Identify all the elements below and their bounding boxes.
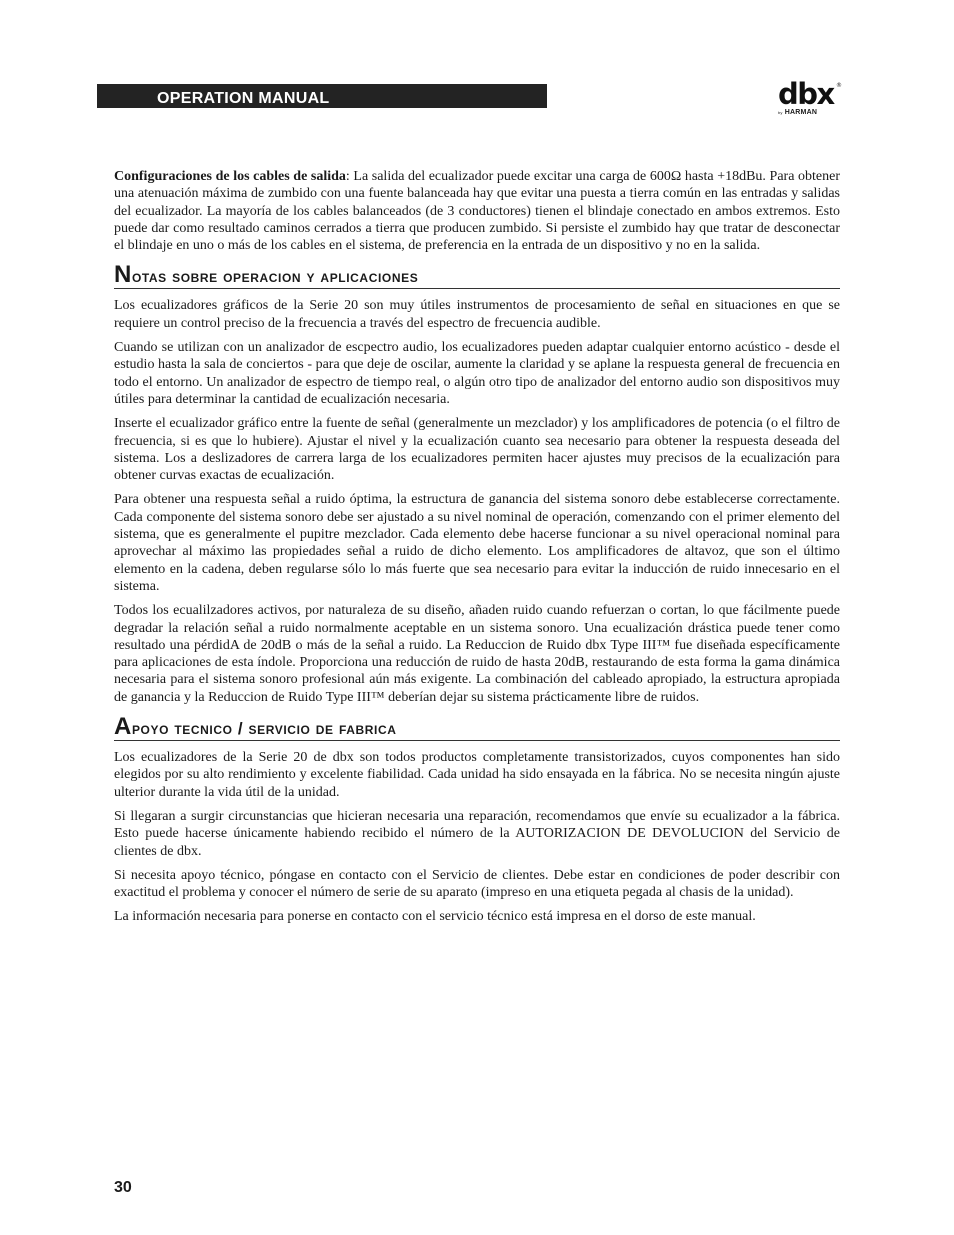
body-paragraph: Los ecualizadores de la Serie 20 de dbx son todos productos completamente transistorizados, cuyos componentes han sido elegidos por su alto rendimiento y excelente fiabilidad. Cada unidad ha sido ensayada en la fábrica. No se necesita ningún ajuste ulterior durante la vida útil de la unidad. <box>114 750 840 800</box>
intro-paragraph <box>114 168 840 254</box>
manual-title: OPERATION MANUAL <box>157 90 330 107</box>
logo-subtitle <box>778 109 844 116</box>
dbx-logo <box>778 77 844 120</box>
logo-wordmark: dbx <box>778 77 834 111</box>
body-paragraph: Si necesita apoyo técnico, póngase en contacto con el Servicio de clientes. Debe estar en condiciones de poder describir con exactitud el problema y conocer el número de serie de su aparato (impreso en una etiqueta pegada al chasis de la unidad). <box>114 867 840 901</box>
body-paragraph: La información necesaria para ponerse en contacto con el servicio técnico está impresa en el dorso de este manual. <box>114 909 756 925</box>
logo-brand: HARMAN <box>784 109 818 116</box>
heading-initial: A <box>114 713 132 741</box>
page-content <box>114 168 840 933</box>
heading-rest: poyo tecnico / servicio de fabrica <box>131 719 397 739</box>
body-paragraph: Si llegaran a surgir circunstancias que hicieran necesaria una reparación, recomendamos que envíe su ecualizador a la fábrica. Esto puede hacerse únicamente habiendo recibido el número de la AUTORIZACION DE DEVOLUCION del Servicio de clientes de dbx. <box>114 808 840 859</box>
body-paragraph: Cuando se utilizan con un analizador de escpectro audio, los ecualizadores pueden adaptar cualquier entorno acústico - desde el estudio hasta la sala de conciertos - para que deje de oscilar, aumente la claridad y se aplane la respuesta general de frecuencia en todo el entorno. Un analizador de espectro de tiempo real, o algún otro tipo de analizador del entorno audio son dispositivos muy útiles para determinar la cantidad de ecualización necesaria. <box>114 340 840 407</box>
header-bar <box>97 84 547 108</box>
body-paragraph: Inserte el ecualizador gráfico entre la fuente de señal (generalmente un mezclador) y los amplificadores de potencia (o el filtro de frecuencia, si es que lo hubiere). Ajustar el nivel y la ecualización cuanto sea necesario para obtener la respuesta deseada del sistema. Los a deslizadores de carrera larga de los ecualizadores permiten hacer ajustes muy precisos de la ecualización para obtener curvas exactas de ecualización. <box>114 416 840 484</box>
body-paragraph: Los ecualizadores gráficos de la Serie 20 son muy útiles instrumentos de procesamiento de señal en situaciones en que se requiere un control preciso de la frecuencia a través del espectro de frecuencia audible. <box>114 298 840 331</box>
heading-initial: N <box>114 261 132 289</box>
registered-mark: ® <box>836 82 842 89</box>
intro-bold-label: Configuraciones de los cables de salida <box>114 169 346 184</box>
heading-rest: otas sobre operacion y aplicaciones <box>131 267 419 287</box>
page-number: 30 <box>114 1179 132 1196</box>
body-paragraph: Todos los ecualilzadores activos, por naturaleza de su diseño, añaden ruido cuando refuerzan o cortan, lo que fácilmente puede degradar la relación señal a ruido normalmente aceptable en un sistema sonoro. Una ecualización drástica puede tener como resultado una pérdidA de 20dB o más de la señal a ruido. La Reduccion de Ruido dbx Type III™ fue diseñada específicamente para aplicaciones de esta índole. Proporciona una reducción de ruido de hasta 20dB, restaurando de esta forma la gama dinámica necesaria para el sistema sonoro profesional aún más exigente. La combinación del cableado apropiado, la estructura apropiada de ganancia y la Reduccion de Ruido Type III™ deberían dejar su sistema prácticamente libre de ruidos. <box>114 603 840 705</box>
section-heading-notas <box>114 261 840 289</box>
body-paragraph: Para obtener una respuesta señal a ruido óptima, la estructura de ganancia del sistema sonoro debe establecerse correctamente. Cada componente del sistema sonoro debe ser ajustado a su nivel nominal de operación, comenzando con el primer elemento del sistema, que es generalmente el pupitre mezclador. Cada elemento debe hacerse funcionar a su nivel operacional nominal para aprovechar al máximo las propiedades señal a ruido de dicho elemento. Los amplificadores de altavoz, que son el último elemento en la cadena, deben regularse sólo lo más fuerte que sea necesario para evitar la inducción de ruido innecesario en el sistema. <box>114 492 840 594</box>
section-heading-apoyo <box>114 713 840 741</box>
intro-text: : La salida del ecualizador puede excitar una carga de 600Ω hasta +18dBu. Para obtener una atenuación máxima de zumbido con una fuente balanceada hay que evitar una puesta a tierra común en las entradas y salidas del ecualizador. La mayoría de los cables balanceados (de 3 conductores) tienen el blindaje conectado en ambos extremos. Esto puede dar como resultado caminos cerrados a tierra que producen zumbido. Si persiste el zumbido hay que tratar de desconectar el blindaje en uno o más de los cables en el sistema, de preferencia en la entrada de un dispositivo y no en la salida. <box>114 169 840 254</box>
logo-by: by <box>778 110 783 115</box>
